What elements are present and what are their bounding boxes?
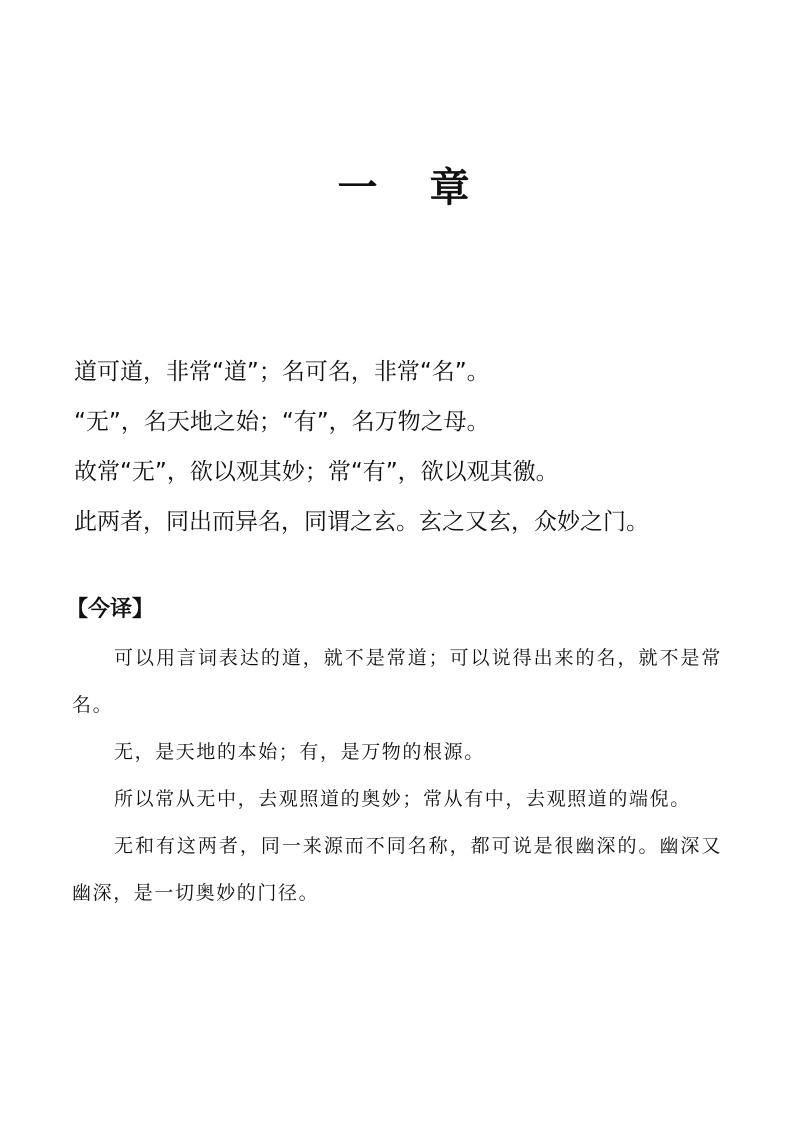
- original-text: [74, 347, 764, 547]
- translation-heading: 【今译】: [66, 597, 155, 622]
- original-line: 道可道，非常“道”；名可名，非常“名”。: [74, 359, 490, 385]
- translation-paragraph: 无和有这两者，同一来源而不同名称，都可说是很幽深的。幽深又幽深，是一切奥妙的门径。: [72, 835, 722, 904]
- chapter-title: 一章: [337, 164, 522, 211]
- translation-paragraph: 无，是天地的本始；有，是万物的根源。: [114, 741, 485, 763]
- original-line: “无”，名天地之始；“有”，名万物之母。: [74, 409, 490, 435]
- original-line: 故常“无”，欲以观其妙；常“有”，欲以观其徼。: [74, 459, 559, 485]
- translation-text: [72, 635, 722, 917]
- translation-paragraph: 可以用言词表达的道，就不是常道；可以说得出来的名，就不是常名。: [72, 647, 722, 716]
- translation-paragraph: 所以常从无中，去观照道的奥妙；常从有中，去观照道的端倪。: [114, 788, 691, 810]
- original-line: 此两者，同出而异名，同谓之玄。玄之又玄，众妙之门。: [74, 509, 649, 535]
